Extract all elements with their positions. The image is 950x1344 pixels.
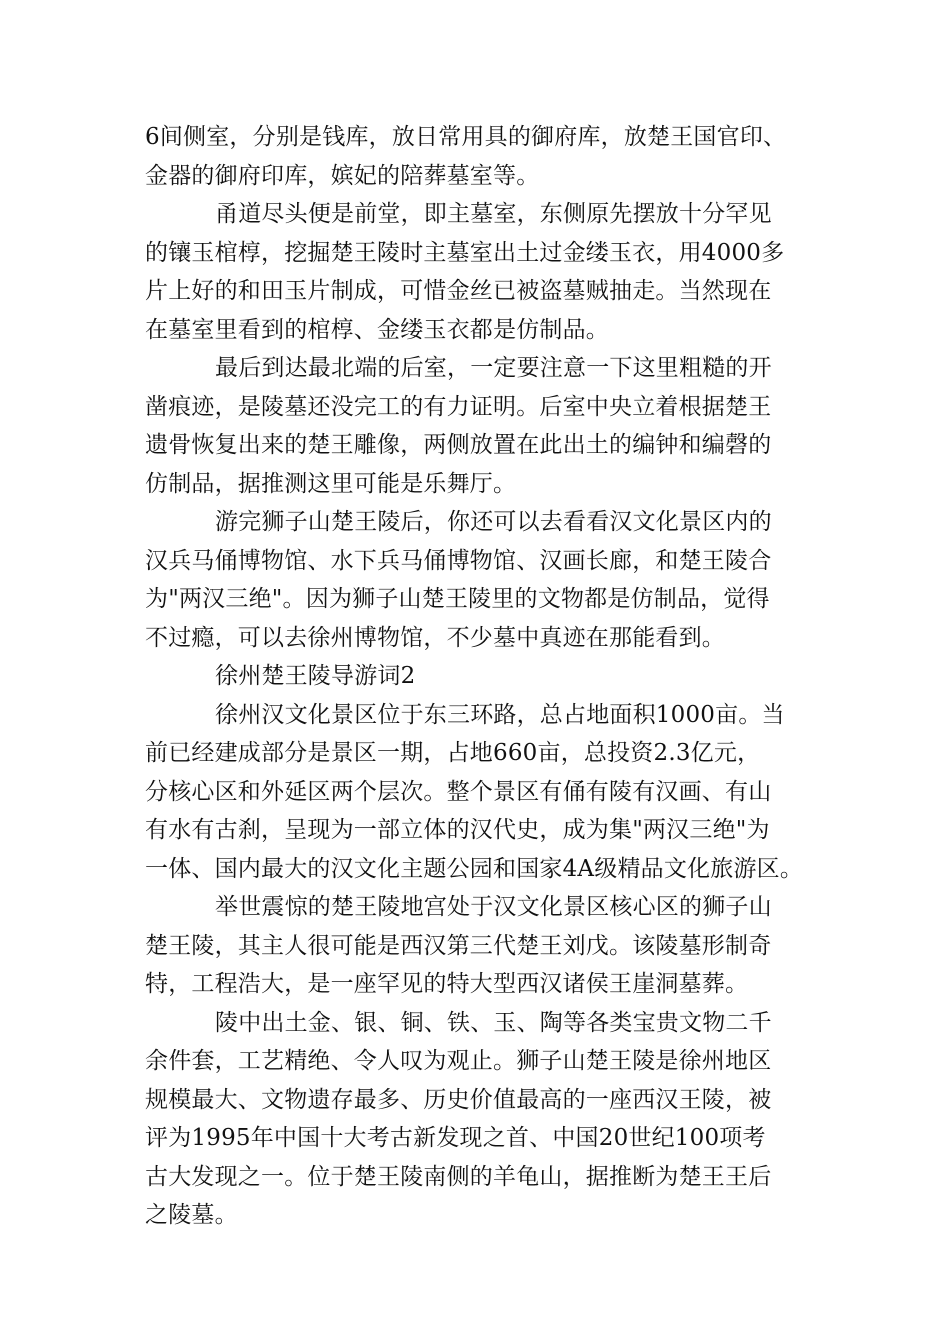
text-line: 的镶玉棺椁，挖掘楚王陵时主墓室出土过金缕玉衣，用4000多: [145, 239, 785, 266]
text-line: 不过瘾，可以去徐州博物馆，不少墓中真迹在那能看到。: [145, 624, 725, 651]
text-line: 在墓室里看到的棺椁、金缕玉衣都是仿制品。: [145, 316, 609, 343]
text-line: 余件套，工艺精绝、令人叹为观止。狮子山楚王陵是徐州地区: [145, 1048, 772, 1074]
text-line: 徐州楚王陵导游词2: [215, 663, 416, 689]
text-line: 古大发现之一。位于楚王陵南侧的羊龟山，据推断为楚王王后: [145, 1163, 772, 1190]
text-line: 片上好的和田玉片制成，可惜金丝已被盗墓贼抽走。当然现在: [145, 278, 772, 304]
text-line: 前已经建成部分是景区一期，占地660亩，总投资2.3亿元，: [145, 740, 761, 766]
text-line: 游完狮子山楚王陵后，你还可以去看看汉文化景区内的: [215, 509, 772, 535]
text-line: 徐州汉文化景区位于东三环路，总占地面积1000亩。当: [215, 701, 785, 728]
text-line: 6间侧室，分别是钱库，放日常用具的御府库，放楚王国官印、: [145, 124, 787, 150]
text-line: 规模最大、文物遗存最多、历史价值最高的一座西汉王陵，被: [145, 1086, 772, 1113]
text-line: 特，工程浩大，是一座罕见的特大型西汉诸侯王崖洞墓葬。: [145, 971, 749, 997]
text-line: 甬道尽头便是前堂，即主墓室，东侧原先摆放十分罕见: [215, 201, 772, 227]
text-line: 有水有古刹，呈现为一部立体的汉代史，成为集"两汉三绝"为: [145, 817, 770, 843]
text-line: 一体、国内最大的汉文化主题公园和国家4A级精品文化旅游区。: [145, 855, 804, 882]
text-line: 金器的御府印库，嫔妃的陪葬墓室等。: [145, 162, 540, 189]
text-line: 分核心区和外延区两个层次。整个景区有俑有陵有汉画、有山: [145, 778, 772, 805]
text-line: 举世震惊的楚王陵地宫处于汉文化景区核心区的狮子山: [215, 894, 772, 920]
text-line: 遗骨恢复出来的楚王雕像，两侧放置在此出土的编钟和编磬的: [145, 432, 772, 458]
document-body: [145, 118, 810, 1235]
text-line: 楚王陵，其主人很可能是西汉第三代楚王刘戊。该陵墓形制奇: [145, 932, 772, 959]
text-line: 评为1995年中国十大考古新发现之首、中国20世纪100项考: [145, 1125, 766, 1151]
text-line: 为"两汉三绝"。因为狮子山楚王陵里的文物都是仿制品，觉得: [145, 586, 770, 612]
text-line: 之陵墓。: [145, 1202, 238, 1228]
text-line: 汉兵马俑博物馆、水下兵马俑博物馆、汉画长廊，和楚王陵合: [145, 547, 772, 574]
text-line: 仿制品，据推测这里可能是乐舞厅。: [145, 470, 517, 497]
text-line: 凿痕迹，是陵墓还没完工的有力证明。后室中央立着根据楚王: [145, 393, 772, 420]
text-line: 最后到达最北端的后室，一定要注意一下这里粗糙的开: [215, 355, 772, 381]
text-line: 陵中出土金、银、铜、铁、玉、陶等各类宝贵文物二千: [215, 1009, 772, 1036]
